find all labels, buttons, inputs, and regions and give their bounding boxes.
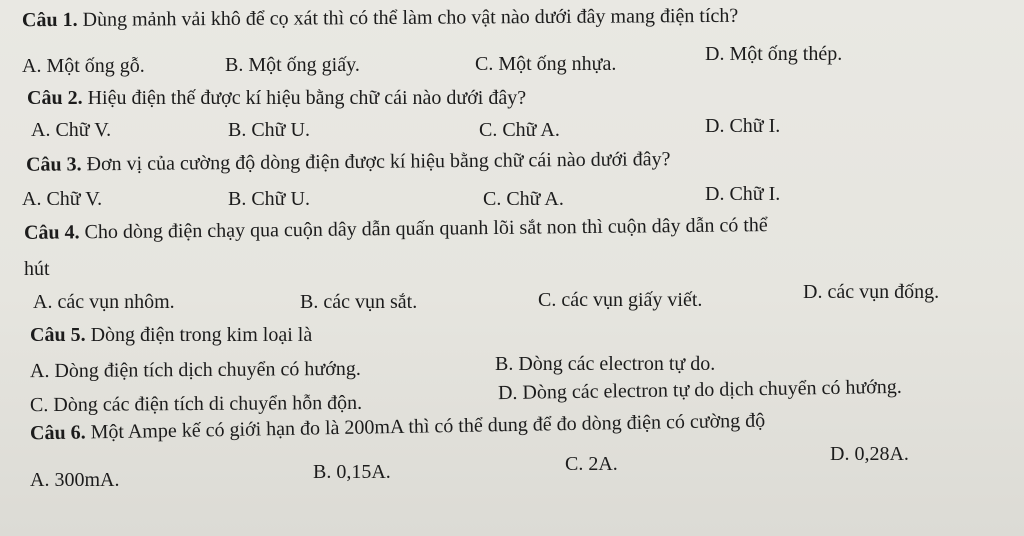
option-b: B. Chữ U.: [228, 119, 310, 141]
option-c: C. Dòng các điện tích di chuyển hỗn độn.: [29, 391, 363, 417]
option-d: D. 0,28A.: [830, 443, 909, 465]
question-text-continuation: hút: [24, 258, 50, 280]
option-b: B. Dòng các electron tự do.: [495, 353, 716, 375]
option-d: D. Một ống thép.: [705, 43, 843, 65]
question-2: [27, 86, 526, 110]
option-b: B. 0,15A.: [313, 461, 391, 483]
question-text: Cho dòng điện chạy qua cuộn dây dẫn quấn quanh lõi sắt non thì cuộn dây dẫn có thể: [84, 214, 768, 244]
question-label: Câu 4.: [23, 221, 80, 244]
option-c: C. 2A.: [565, 453, 618, 475]
option-b: B. các vụn sắt.: [300, 291, 418, 313]
question-4: [24, 213, 768, 245]
question-label: Câu 2.: [27, 87, 83, 109]
question-text: Hiệu điện thế được kí hiệu bằng chữ cái nào dưới đây?: [87, 87, 527, 109]
option-d: D. Dòng các electron tự do dịch chuyển có hướng.: [497, 375, 902, 405]
option-d: D. các vụn đống.: [803, 281, 940, 303]
option-c: C. Chữ A.: [483, 188, 564, 210]
option-a: A. Chữ V.: [22, 188, 103, 210]
option-b: B. Một ống giấy.: [225, 54, 360, 76]
option-c: C. Chữ A.: [479, 119, 560, 141]
question-text: Đơn vị của cường độ dòng điện được kí hiệu bằng chữ cái nào dưới đây?: [86, 148, 671, 176]
option-a: A. 300mA.: [30, 469, 120, 491]
option-d: D. Chữ I.: [705, 115, 781, 137]
question-text: Dòng điện trong kim loại là: [90, 324, 313, 346]
question-label: Câu 6.: [29, 421, 86, 445]
question-label: Câu 5.: [30, 324, 86, 346]
question-3: [26, 147, 671, 177]
option-a: A. Dòng điện tích dịch chuyển có hướng.: [29, 357, 361, 383]
question-label: Câu 3.: [25, 153, 82, 176]
option-a: A. các vụn nhôm.: [33, 291, 175, 313]
question-1: [22, 4, 738, 32]
question-label: Câu 1.: [21, 8, 78, 32]
option-a: A. Một ống gỗ.: [22, 55, 145, 77]
option-b: B. Chữ U.: [228, 188, 310, 210]
option-d: D. Chữ I.: [705, 183, 781, 205]
question-text: Một Ampe kế có giới hạn đo là 200mA thì có thể dung để đo dòng điện có cường độ: [90, 409, 766, 444]
option-a: A. Chữ V.: [31, 119, 112, 141]
option-c: C. các vụn giấy viết.: [538, 289, 703, 311]
question-text: Dùng mảnh vải khô để cọ xát thì có thể làm cho vật nào dưới đây mang điện tích?: [82, 4, 739, 31]
option-c: C. Một ống nhựa.: [475, 53, 617, 75]
question-5: [30, 323, 312, 347]
